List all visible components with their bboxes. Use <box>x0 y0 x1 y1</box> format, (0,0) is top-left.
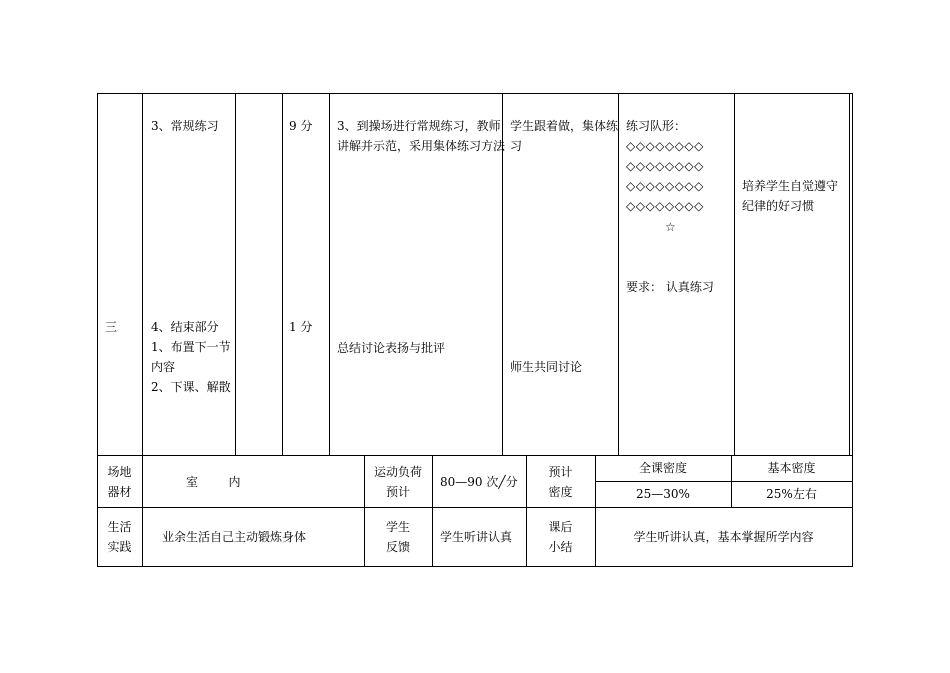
feedback-label-line: 反馈 <box>385 540 410 554</box>
load-label-line: 预计 <box>385 485 410 499</box>
summary-label-line: 小结 <box>548 540 573 554</box>
density-label-line: 预计 <box>548 465 573 479</box>
part-b-student: 师生共同讨论 <box>510 360 583 374</box>
basic-density-label: 基本密度 <box>767 461 816 475</box>
part-a-student-line: 习 <box>510 139 523 153</box>
summary-value: 学生听讲认真，基本掌握所学内容 <box>633 530 814 544</box>
density-label-line: 密度 <box>548 485 573 499</box>
part-a-teacher-line: 讲解并示范，采用集体练习方法 <box>337 139 506 153</box>
venue-value: 室 内 <box>186 475 241 489</box>
row-divider-footer <box>97 507 853 508</box>
formation-row: ◇◇◇◇◇◇◇◇ <box>626 199 704 213</box>
venue-label-line: 场地 <box>107 465 132 479</box>
table-border-right-inner <box>849 93 850 456</box>
teacher-star-icon: ☆ <box>665 220 676 234</box>
col-divider <box>235 93 236 456</box>
formation-row: ◇◇◇◇◇◇◇◇ <box>626 179 704 193</box>
basic-density-value: 25%左右 <box>766 487 817 501</box>
part-b-time: 1 分 <box>289 320 313 334</box>
col-divider <box>734 93 735 456</box>
practice-label-line: 实践 <box>107 540 132 554</box>
part-b-line: 内容 <box>151 360 176 374</box>
part-a-title: 3、常规练习 <box>151 119 219 133</box>
venue-label-line: 器材 <box>107 485 132 499</box>
practice-label-line: 生活 <box>107 520 132 534</box>
row-divider-main <box>97 455 853 456</box>
part-a-student-line: 学生跟着做，集体练 <box>510 119 619 133</box>
col-divider <box>618 93 619 456</box>
formation-row: ◇◇◇◇◇◇◇◇ <box>626 159 704 173</box>
summary-label-line: 课后 <box>548 520 573 534</box>
full-density-value: 25—30% <box>636 487 690 501</box>
col-divider <box>282 93 283 456</box>
table-border-top <box>97 93 853 94</box>
feedback-label-line: 学生 <box>385 520 410 534</box>
col-divider <box>142 93 143 567</box>
table-border-right <box>852 93 853 567</box>
part-b-line: 2、下课、解散 <box>151 380 231 394</box>
feedback-value: 学生听讲认真 <box>440 530 513 544</box>
part-a-time: 9 分 <box>289 119 313 133</box>
goal-line: 培养学生自觉遵守 <box>742 179 839 193</box>
col-divider <box>432 455 433 567</box>
density-divider <box>595 481 852 482</box>
part-b-line: 1、布置下一节 <box>151 340 231 354</box>
col-divider <box>329 93 330 456</box>
part-b-line: 4、结束部分 <box>151 320 219 334</box>
load-value: 80—90 次╱分 <box>440 475 518 489</box>
part-a-teacher-line: 3、到操场进行常规练习，教师 <box>337 119 501 133</box>
formation-title: 练习队形： <box>626 119 687 133</box>
practice-value: 业余生活自己主动锻炼身体 <box>162 530 307 544</box>
full-density-label: 全课密度 <box>638 461 687 475</box>
formation-row: ◇◇◇◇◇◇◇◇ <box>626 139 704 153</box>
requirement: 要求： 认真练习 <box>626 280 714 294</box>
section-number: 三 <box>105 320 118 334</box>
goal-line: 纪律的好习惯 <box>742 199 815 213</box>
part-b-teacher: 总结讨论表扬与批评 <box>337 341 446 355</box>
table-border-bottom <box>97 566 853 567</box>
load-label-line: 运动负荷 <box>373 465 422 479</box>
